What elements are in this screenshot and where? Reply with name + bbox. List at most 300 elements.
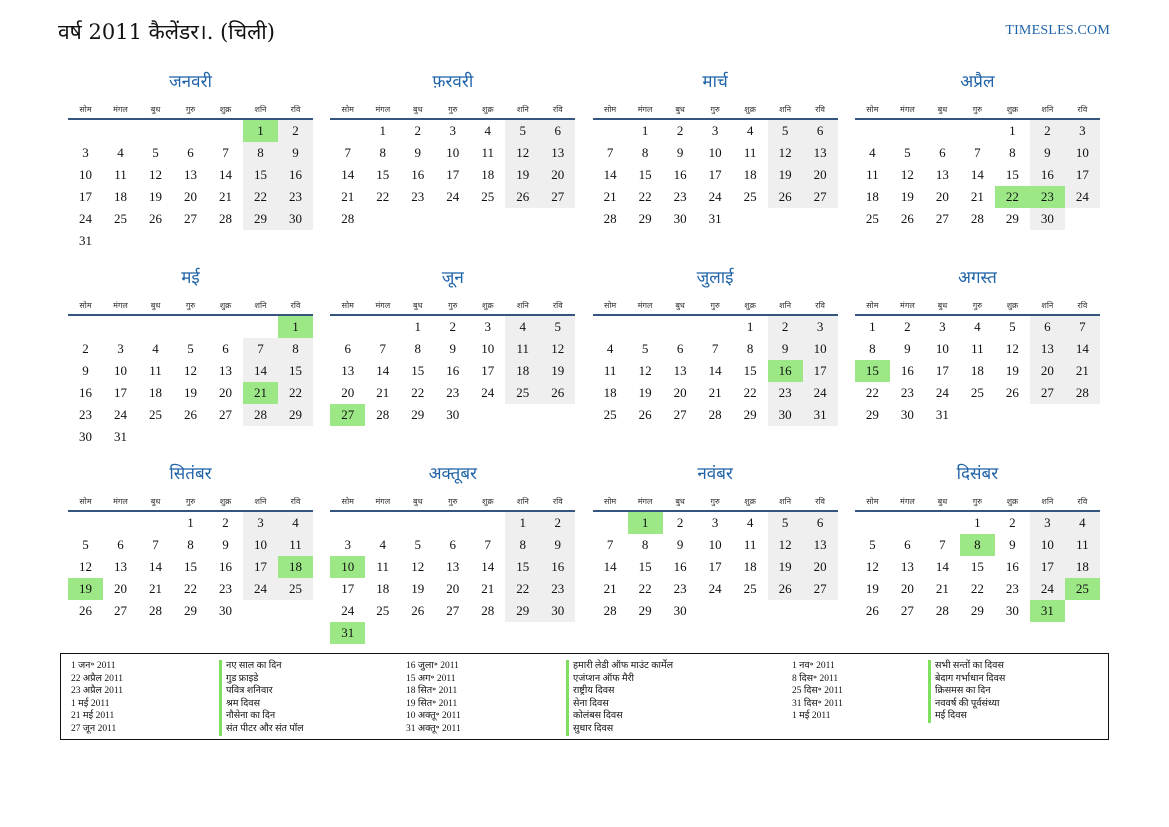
legend-date-column [792,660,843,723]
day-cell: 16 [79,385,92,400]
day-cell: 6 [449,537,457,552]
day-cell: 6 [222,341,229,356]
day-cell: 8 [869,341,876,356]
day-cell: 14 [970,167,984,182]
day-cell: 13 [803,142,838,164]
day-cell: 31 [708,211,722,226]
holiday-day-cell: 15 [855,360,890,382]
day-cell: 3 [344,537,352,552]
legend-date: 1 नव॰ 2011 [792,661,835,671]
day-cell: 25 [865,211,879,226]
weekday-label: बुध [150,105,161,114]
day-cell: 18 [505,360,540,382]
weekday-label: रवि [815,301,825,310]
day-cell: 27 [184,211,197,226]
day-cell: 11 [114,167,127,182]
day-cell: 10 [708,537,722,552]
holiday-day-cell: 8 [960,534,995,556]
day-cell: 17 [1030,556,1065,578]
day-cell: 22 [411,385,425,400]
day-cell: 11 [376,559,390,574]
day-cell: 6 [117,537,124,552]
holiday-day-cell: 22 [995,186,1030,208]
day-cell: 27 [803,578,838,600]
day-cell: 22 [376,189,390,204]
day-cell: 11 [971,341,984,356]
day-cell: 22 [278,382,313,404]
holiday-day-cell: 1 [243,120,278,142]
day-cell: 8 [746,341,754,356]
day-cell: 2 [676,123,684,138]
day-cell: 16 [278,164,313,186]
day-cell: 13 [900,559,914,574]
weekday-label: मंगल [375,301,391,310]
day-cell: 27 [1030,382,1065,404]
day-cell: 28 [341,211,355,226]
legend-name-column [219,660,304,736]
weekday-label: गुरु [710,105,720,114]
legend-holiday-name: राष्ट्रीय दिवस [566,685,673,698]
day-cell: 1 [187,515,194,530]
day-cell: 4 [1065,512,1100,534]
weekday-label: बुध [150,301,161,310]
day-cell: 5 [505,120,540,142]
day-cell: 23 [768,382,803,404]
weekday-label: मंगल [113,497,128,506]
day-cell: 20 [219,385,232,400]
legend-date: 21 मई 2011 [71,711,115,722]
month-name: नवंबर [697,464,733,484]
holiday-day-cell: 23 [1030,186,1065,208]
day-cell: 15 [1005,167,1019,182]
day-cell: 5 [768,120,803,142]
day-cell: 3 [1065,120,1100,142]
day-cell: 9 [414,145,422,160]
day-cell: 10 [243,534,278,556]
day-cell: 29 [638,211,652,226]
day-cell: 17 [1065,164,1100,186]
day-cell: 11 [278,534,313,556]
legend-date: 19 सित॰ 2011 [406,698,458,709]
weekday-label: शनि [516,105,529,114]
day-cell: 10 [79,167,92,182]
day-cell: 28 [243,404,278,426]
day-cell: 4 [505,316,540,338]
day-cell: 19 [638,385,652,400]
weekday-label: गुरु [448,497,458,506]
legend-holiday-name: सभी सन्तों का दिवस [928,660,1005,673]
day-cell: 3 [117,341,124,356]
day-cell: 20 [900,581,914,596]
day-cell: 20 [184,189,197,204]
day-cell: 27 [446,603,460,618]
day-cell: 7 [1065,316,1100,338]
day-cell: 22 [638,581,652,596]
day-cell: 29 [411,407,425,422]
month-name: फ़रवरी [432,72,474,92]
day-cell: 24 [935,385,949,400]
weekday-label: गुरु [448,105,458,114]
day-cell: 25 [743,581,757,596]
day-cell: 7 [243,338,278,360]
day-cell: 8 [187,537,194,552]
day-cell: 26 [411,603,425,618]
day-cell: 14 [708,363,722,378]
day-cell: 15 [243,164,278,186]
weekday-label: सोम [603,497,617,506]
day-cell: 19 [900,189,914,204]
day-cell: 20 [803,164,838,186]
day-cell: 1 [379,123,387,138]
day-cell: 28 [149,603,162,618]
day-cell: 14 [481,559,495,574]
day-cell: 15 [970,559,984,574]
weekday-label: शनि [1041,301,1054,310]
weekday-label: रवि [290,301,301,310]
weekday-label: रवि [552,497,563,506]
day-cell: 29 [743,407,757,422]
legend-holiday-name: कोलंबस दिवस [566,710,673,723]
month-name: अप्रैल [960,72,995,92]
day-cell: 16 [1005,559,1019,574]
day-cell: 17 [243,556,278,578]
day-cell: 25 [149,407,162,422]
day-cell: 7 [974,145,981,160]
day-cell: 12 [1005,341,1019,356]
day-cell: 5 [82,537,89,552]
day-cell: 24 [341,603,355,618]
legend-holiday-name: संत पीटर और संत पॉल [219,723,304,736]
month-name: दिसंबर [956,464,999,484]
day-cell: 18 [1065,556,1100,578]
day-cell: 14 [149,559,162,574]
day-cell: 18 [865,189,879,204]
weekday-label: गुरु [710,301,720,310]
day-cell: 2 [904,319,911,334]
day-cell: 7 [344,145,352,160]
weekday-label: शुक्र [219,105,232,114]
holiday-day-cell: 1 [278,316,313,338]
weekday-label: बुध [937,105,948,114]
weekday-label: मंगल [637,497,653,506]
day-cell: 13 [1030,338,1065,360]
day-cell: 12 [505,142,540,164]
legend-holiday-name: नए साल का दिन [219,660,304,673]
weekday-label: सोम [79,497,92,506]
day-cell: 30 [673,603,687,618]
day-cell: 3 [449,123,457,138]
day-cell: 26 [79,603,92,618]
legend-date-column [406,660,461,736]
day-cell: 30 [540,600,575,622]
holiday-day-cell: 25 [1065,578,1100,600]
weekday-label: मंगल [900,301,915,310]
day-cell: 2 [1030,120,1065,142]
day-cell: 15 [411,363,425,378]
day-cell: 13 [114,559,127,574]
day-cell: 30 [79,429,92,444]
day-cell: 14 [341,167,355,182]
day-cell: 25 [376,603,390,618]
day-cell: 11 [743,537,757,552]
day-cell: 25 [603,407,617,422]
weekday-label: बुध [413,105,423,114]
day-cell: 24 [79,211,92,226]
legend-holiday-name: श्रम दिवस [219,698,304,711]
day-cell: 29 [1005,211,1019,226]
day-cell: 19 [505,164,540,186]
day-cell: 6 [803,512,838,534]
day-cell: 21 [376,385,390,400]
day-cell: 5 [641,341,649,356]
weekday-label: शुक्र [1006,105,1019,114]
legend-name-column [928,660,1005,723]
day-cell: 10 [803,338,838,360]
day-cell: 9 [768,338,803,360]
legend-date: 1 मई 2011 [71,698,110,709]
day-cell: 26 [768,578,803,600]
site-link[interactable]: TIMESLES.COM [1005,23,1110,38]
day-cell: 22 [743,385,757,400]
day-cell: 26 [540,382,575,404]
day-cell: 16 [900,363,914,378]
day-cell: 5 [414,537,422,552]
day-cell: 12 [540,338,575,360]
weekday-label: शनि [516,301,529,310]
weekday-label: शुक्र [1006,301,1019,310]
day-cell: 29 [278,404,313,426]
month-name: जून [441,268,464,288]
day-cell: 24 [446,189,460,204]
weekday-label: रवि [1077,301,1088,310]
day-cell: 1 [641,123,649,138]
day-cell: 26 [865,603,879,618]
day-cell: 23 [900,385,914,400]
day-cell: 4 [606,341,614,356]
day-cell: 28 [708,407,722,422]
legend-holiday-name: हमारी लेडी ऑफ माउंट कार्मेल [566,660,673,673]
day-cell: 1 [414,319,422,334]
day-cell: 7 [939,537,946,552]
day-cell: 20 [341,385,355,400]
day-cell: 13 [803,534,838,556]
day-cell: 17 [341,581,355,596]
day-cell: 16 [540,556,575,578]
day-cell: 19 [184,385,197,400]
day-cell: 11 [481,145,495,160]
day-cell: 24 [708,581,722,596]
day-cell: 26 [768,186,803,208]
day-cell: 15 [376,167,390,182]
legend-date-column [71,660,123,736]
legend-date: 15 अग॰ 2011 [406,673,456,684]
holiday-day-cell: 31 [330,622,365,644]
day-cell: 5 [869,537,876,552]
day-cell: 27 [540,186,575,208]
weekday-label: बुध [675,497,685,506]
day-cell: 19 [768,164,803,186]
day-cell: 6 [187,145,194,160]
day-cell: 9 [540,534,575,556]
legend-date: 31 अक्तू॰ 2011 [406,723,461,734]
weekday-label: शुक्र [482,105,494,114]
day-cell: 28 [935,603,949,618]
weekday-label: शुक्र [219,301,232,310]
day-cell: 15 [743,363,757,378]
legend-date: 8 दिस॰ 2011 [792,673,839,684]
weekday-label: सोम [866,497,879,506]
day-cell: 18 [481,167,495,182]
day-cell: 29 [865,407,879,422]
day-cell: 4 [746,123,754,138]
weekday-label: शनि [779,497,792,506]
day-cell: 6 [939,145,946,160]
weekday-label: सोम [341,301,354,310]
holiday-day-cell: 27 [330,404,365,426]
day-cell: 30 [446,407,460,422]
day-cell: 15 [638,167,652,182]
holiday-day-cell: 1 [628,512,663,534]
day-cell: 27 [219,407,232,422]
day-cell: 29 [638,603,652,618]
day-cell: 8 [1009,145,1016,160]
day-cell: 3 [1030,512,1065,534]
day-cell: 4 [278,512,313,534]
weekday-label: शनि [254,497,267,506]
day-cell: 16 [411,167,425,182]
day-cell: 16 [446,363,460,378]
day-cell: 23 [278,186,313,208]
month-name: अक्तूबर [428,464,478,484]
day-cell: 31 [114,429,127,444]
day-cell: 25 [114,211,127,226]
month-name: सितंबर [169,464,212,484]
weekday-label: रवि [290,105,301,114]
day-cell: 12 [411,559,425,574]
day-cell: 27 [935,211,949,226]
weekday-label: बुध [413,301,423,310]
day-cell: 19 [149,189,162,204]
day-cell: 10 [1030,534,1065,556]
day-cell: 30 [768,404,803,426]
day-cell: 23 [411,189,425,204]
month-name: जनवरी [169,72,212,92]
weekday-label: बुध [675,301,685,310]
weekday-label: बुध [150,497,161,506]
day-cell: 19 [540,360,575,382]
day-cell: 30 [900,407,914,422]
day-cell: 23 [79,407,92,422]
weekday-label: शुक्र [219,497,232,506]
day-cell: 10 [1065,142,1100,164]
day-cell: 2 [540,512,575,534]
holiday-day-cell: 18 [278,556,313,578]
weekday-label: मंगल [637,105,653,114]
day-cell: 18 [970,363,984,378]
day-cell: 29 [505,600,540,622]
weekday-label: शुक्र [482,301,494,310]
day-cell: 2 [222,515,229,530]
weekday-label: गुरु [972,105,983,114]
weekday-label: गुरु [185,497,196,506]
day-cell: 15 [184,559,197,574]
day-cell: 27 [803,186,838,208]
weekday-label: शुक्र [482,497,494,506]
weekday-label: शनि [779,105,792,114]
day-cell: 21 [481,581,495,596]
day-cell: 4 [152,341,159,356]
weekday-label: गुरु [972,497,983,506]
day-cell: 2 [1009,515,1016,530]
legend-name-column [566,660,673,736]
day-cell: 22 [638,189,652,204]
weekday-label: सोम [866,301,879,310]
day-cell: 9 [1009,537,1016,552]
day-cell: 21 [1065,360,1100,382]
day-cell: 27 [673,407,687,422]
day-cell: 9 [82,363,89,378]
day-cell: 21 [935,581,949,596]
legend-holiday-name: पवित्र शनिवार [219,685,304,698]
day-cell: 24 [243,578,278,600]
legend-holiday-name: क्रिसमस का दिन [928,685,1005,698]
day-cell: 28 [603,211,617,226]
day-cell: 1 [869,319,876,334]
day-cell: 4 [117,145,124,160]
day-cell: 2 [676,515,684,530]
weekday-label: शनि [254,105,267,114]
day-cell: 22 [865,385,879,400]
legend-holiday-name: एजंप्शन ऑफ मैरी [566,673,673,686]
holiday-legend [60,653,1109,740]
day-cell: 6 [676,341,684,356]
day-cell: 14 [603,559,617,574]
day-cell: 21 [219,189,232,204]
legend-holiday-name: सेना दिवस [566,698,673,711]
day-cell: 8 [243,142,278,164]
legend-date: 18 सित॰ 2011 [406,686,458,697]
month-name: अगस्त [957,268,997,288]
weekday-label: मंगल [375,497,391,506]
day-cell: 11 [603,363,617,378]
day-cell: 25 [743,189,757,204]
day-cell: 13 [540,142,575,164]
day-cell: 7 [379,341,387,356]
legend-date: 22 अप्रैल 2011 [71,673,124,684]
weekday-label: बुध [413,497,423,506]
weekday-label: बुध [675,105,685,114]
day-cell: 2 [414,123,422,138]
day-cell: 8 [379,145,387,160]
day-cell: 26 [505,186,540,208]
day-cell: 14 [935,559,949,574]
day-cell: 17 [708,559,722,574]
day-cell: 6 [540,120,575,142]
day-cell: 14 [219,167,232,182]
weekday-label: रवि [290,497,301,506]
day-cell: 9 [278,142,313,164]
day-cell: 22 [970,581,984,596]
day-cell: 20 [935,189,949,204]
weekday-label: गुरु [185,105,196,114]
day-cell: 25 [970,385,984,400]
day-cell: 30 [1005,603,1019,618]
day-cell: 3 [711,515,719,530]
day-cell: 12 [768,142,803,164]
day-cell: 31 [79,233,92,248]
day-cell: 20 [803,556,838,578]
day-cell: 21 [708,385,722,400]
